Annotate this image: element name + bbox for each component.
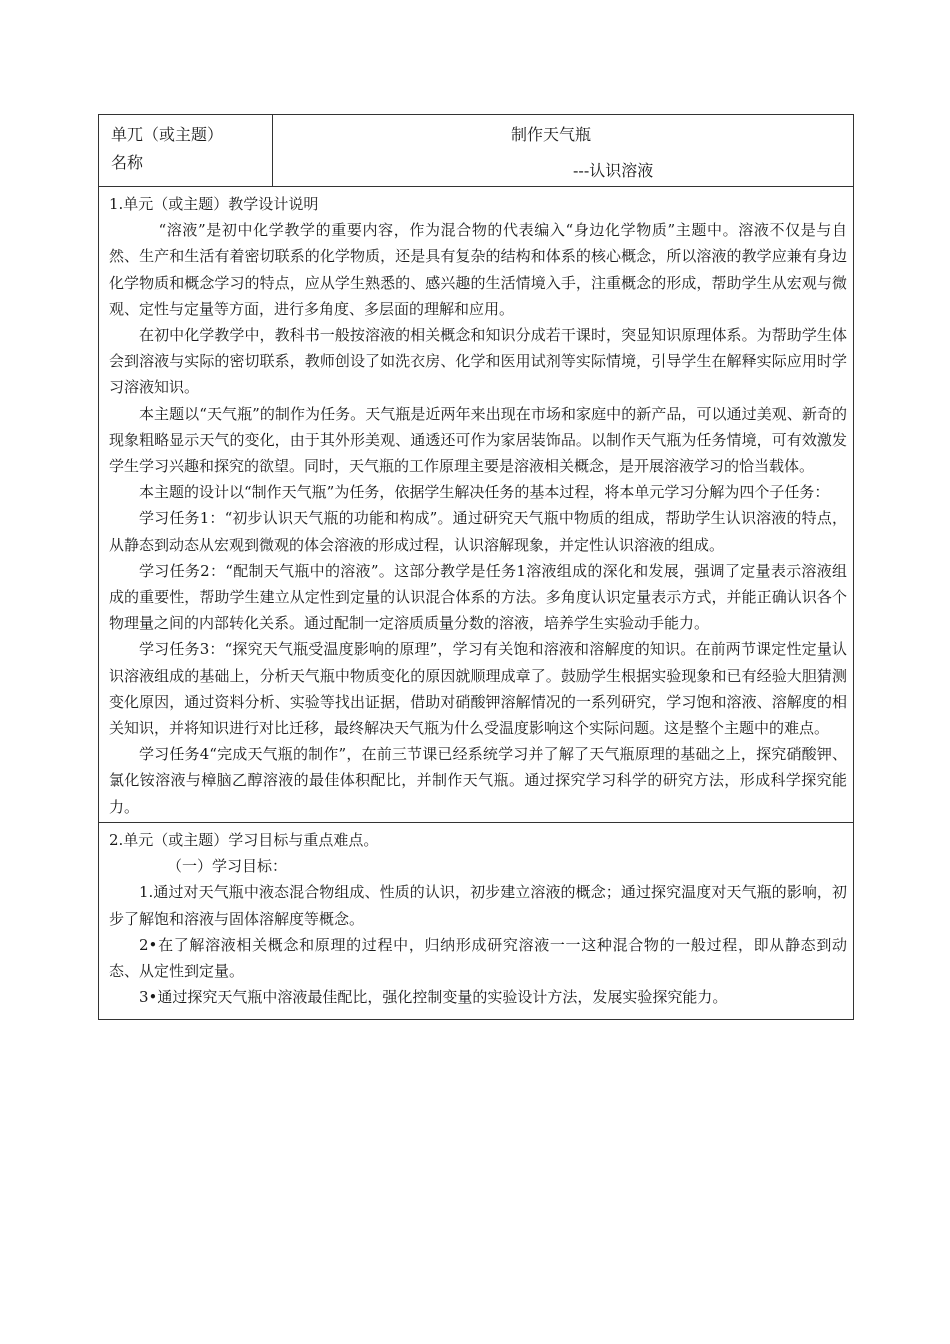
unit-subtitle: ---认识溶液 [573,161,654,180]
objective-item: 1.通过对天气瓶中液态混合物组成、性质的认识，初步建立溶液的概念；通过探究温度对天气瓶的影响，初步了解饱和溶液与固体溶解度等概念。 [109,883,847,928]
paragraph: “溶液”是初中化学教学的重要内容，作为混合物的代表编入“身边化学物质”主题中。溶液不仅是与自然、生产和生活有着密切联系的化学物质，还是具有复杂的结构和体系的核心概念，所以溶液的教学应兼有身边化学物质和概念学习的特点，应从学生熟悉的、感兴趣的生活情境入手，注重概念的形成，帮助学生从宏观与微观、定性与定量等方面，进行多角度、多层面的理解和应用。 [109,221,847,318]
paragraph: 本主题的设计以“制作天气瓶”为任务，依据学生解决任务的基本过程，将本单元学习分解为四个子任务： [139,483,830,502]
header-row [99,115,853,187]
paragraph-task-1: 学习任务1：“初步认识天气瓶的功能和构成”。通过研究天气瓶中物质的组成，帮助学生认识溶液的特点，从静态到动态从宏观到微观的体会溶液的形成过程，认识溶解现象，并定性认识溶液的组成。 [109,509,847,554]
paragraph-task-2: 学习任务2：“配制天气瓶中的溶液”。这部分教学是任务1溶液组成的深化和发展，强调了定量表示溶液组成的重要性，帮助学生建立从定性到定量的认识混合体系的方法。多角度认识定量表示方式，并能正确认识各个物理量之间的内部转化关系。通过配制一定溶质质量分数的溶液，培养学生实验动手能力。 [109,561,847,633]
section2-heading: 2.单元（或主题）学习目标与重点难点。 [109,831,379,849]
paragraph: 在初中化学教学中，教科书一般按溶液的相关概念和知识分成若干课时，突显知识原理体系。为帮助学生体会到溶液与实际的密切联系，教师创设了如洗衣房、化学和医用试剂等实际情境，引导学生在解释实际应用时学习溶液知识。 [109,326,847,397]
lesson-design-table [98,114,854,1020]
objective-item: 2•在了解溶液相关概念和原理的过程中，归纳形成研究溶液一一这种混合物的一般过程，即从静态到动态、从定性到定量。 [109,935,847,981]
section-learning-objectives [99,823,853,1019]
unit-title: 制作天气瓶 [511,125,592,144]
objective-item: 3•通过探究天气瓶中溶液最佳配比，强化控制变量的实验设计方法，发展实验探究能力。 [139,988,728,1007]
section1-heading: 1.单元（或主题）教学设计说明 [109,195,319,213]
paragraph-task-4: 学习任务4“完成天气瓶的制作”，在前三节课已经系统学习并了解了天气瓶原理的基础之上，探究硝酸钾、氯化铵溶液与樟脑乙醇溶液的最佳体积配比，并制作天气瓶。通过探究学习科学的研究方法，形成科学探究能力。 [109,745,847,816]
section-design-description [99,187,853,823]
paragraph: 本主题以“天气瓶”的制作为任务。天气瓶是近两年来出现在市场和家庭中的新产品，可以通过美观、新奇的现象粗略显示天气的变化，由于其外形美观、通透还可作为家居装饰品。以制作天气瓶为任务情境，可有效激发学生学习兴趣和探究的欲望。同时，天气瓶的工作原理主要是溶液相关概念，是开展溶液学习的恰当载体。 [109,404,847,476]
objectives-subheading: （一）学习目标： [167,857,288,876]
header-label-line2: 名称 [111,153,144,172]
header-title-cell [273,115,853,186]
header-label-line1: 单兀（或主题） [111,125,224,144]
paragraph-task-3: 学习任务3：“探究天气瓶受温度影响的原理”，学习有关饱和溶液和溶解度的知识。在前两节课定性定量认识溶液组成的基础上，分析天气瓶中物质变化的原因就顺理成章了。鼓励学生根据实验现象和已有经验大胆猜测变化原因，通过资料分析、实验等找出证据，借助对硝酸钾溶解情况的一系列研究，学习饱和溶液、溶解度的相关知识，并将知识进行对比迁移，最终解决天气瓶为什么受温度影响这个实际问题。这是整个主题中的难点。 [109,640,847,738]
header-label-cell [99,115,273,186]
